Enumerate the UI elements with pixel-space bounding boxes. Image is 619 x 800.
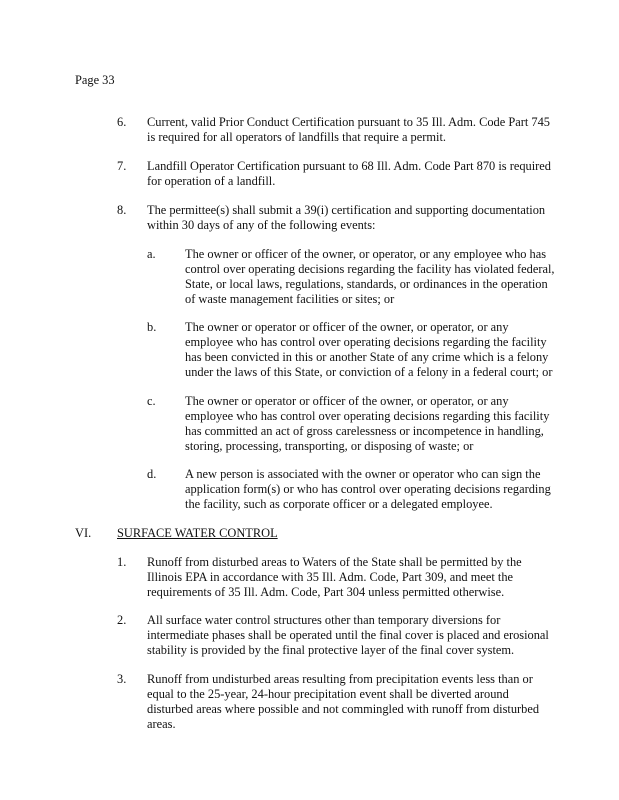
subitem-text-line: The owner or operator or officer of the owner, or operator, or any [185,320,509,334]
item-number: 8. [117,203,127,217]
item-text-line: All surface water control structures other than temporary diversions for [147,613,501,627]
subitem-letter: b. [147,320,157,334]
subitem-text-line: has been convicted in this or another State of any crime which is a felony [185,350,549,364]
item-text-line: is required for all operators of landfills that require a permit. [147,130,446,144]
subitem-text-line: The owner or operator or officer of the owner, or operator, or any [185,394,509,408]
item-text-line: intermediate phases shall be operated until the final cover is placed and erosional [147,628,549,642]
item-text-line: requirements of 35 Ill. Adm. Code, Part 304 unless permitted otherwise. [147,585,505,599]
subitem-text-line: The owner or officer of the owner, or operator, or any employee who has [185,247,547,261]
subitem-text-line: employee who has control over operating decisions regarding the facility [185,335,547,349]
item-text-line: Runoff from disturbed areas to Waters of the State shall be permitted by the [147,555,522,569]
subitem-letter: d. [147,467,157,481]
subitem-text-line: application form(s) or who has control over operating decisions regarding [185,482,551,496]
item-text-line: stability is provided by the final protective layer of the final cover system. [147,643,515,657]
item-text-line: areas. [147,717,176,731]
item-number: 6. [117,115,127,129]
section-number: VI. [75,526,92,540]
item-text-line: Landfill Operator Certification pursuant to 68 Ill. Adm. Code Part 870 is required [147,159,551,173]
subitem-text-line: under the laws of this State, or conviction of a felony in a federal court; or [185,365,553,379]
item-text-line: equal to the 25-year, 24-hour precipitation event shall be diverted around [147,687,509,701]
section-title: SURFACE WATER CONTROL [117,526,278,540]
item-text-line: for operation of a landfill. [147,174,276,188]
item-text-line: within 30 days of any of the following events: [147,218,376,232]
item-number: 3. [117,672,127,686]
subitem-text-line: employee who has control over operating decisions regarding this facility [185,409,550,423]
subitem-letter: a. [147,247,156,261]
item-text-line: Illinois EPA in accordance with 35 Ill. Adm. Code, Part 309, and meet the [147,570,514,584]
page-label: Page 33 [75,73,115,87]
item-number: 1. [117,555,127,569]
subitem-text-line: State, or local laws, regulations, standards, or ordinances in the operation [185,277,548,291]
subitem-letter: c. [147,394,156,408]
subitem-text-line: control over operating decisions regarding the facility has violated federal, [185,262,555,276]
subitem-text-line: A new person is associated with the owner or operator who can sign the [185,467,541,481]
item-text-line: The permittee(s) shall submit a 39(i) certification and supporting documentation [147,203,546,217]
subitem-text-line: of waste management facilities or sites; or [185,292,395,306]
subitem-text-line: storing, processing, transporting, or disposing of waste; or [185,439,474,453]
subitem-text-line: the facility, such as corporate officer or a delegated employee. [185,497,493,511]
item-text-line: Runoff from undisturbed areas resulting from precipitation events less than or [147,672,533,686]
item-text-line: disturbed areas where possible and not commingled with runoff from disturbed [147,702,540,716]
item-text-line: Current, valid Prior Conduct Certification pursuant to 35 Ill. Adm. Code Part 745 [147,115,550,129]
item-number: 7. [117,159,127,173]
subitem-text-line: has committed an act of gross carelessness or incompetence in handling, [185,424,544,438]
item-number: 2. [117,613,127,627]
